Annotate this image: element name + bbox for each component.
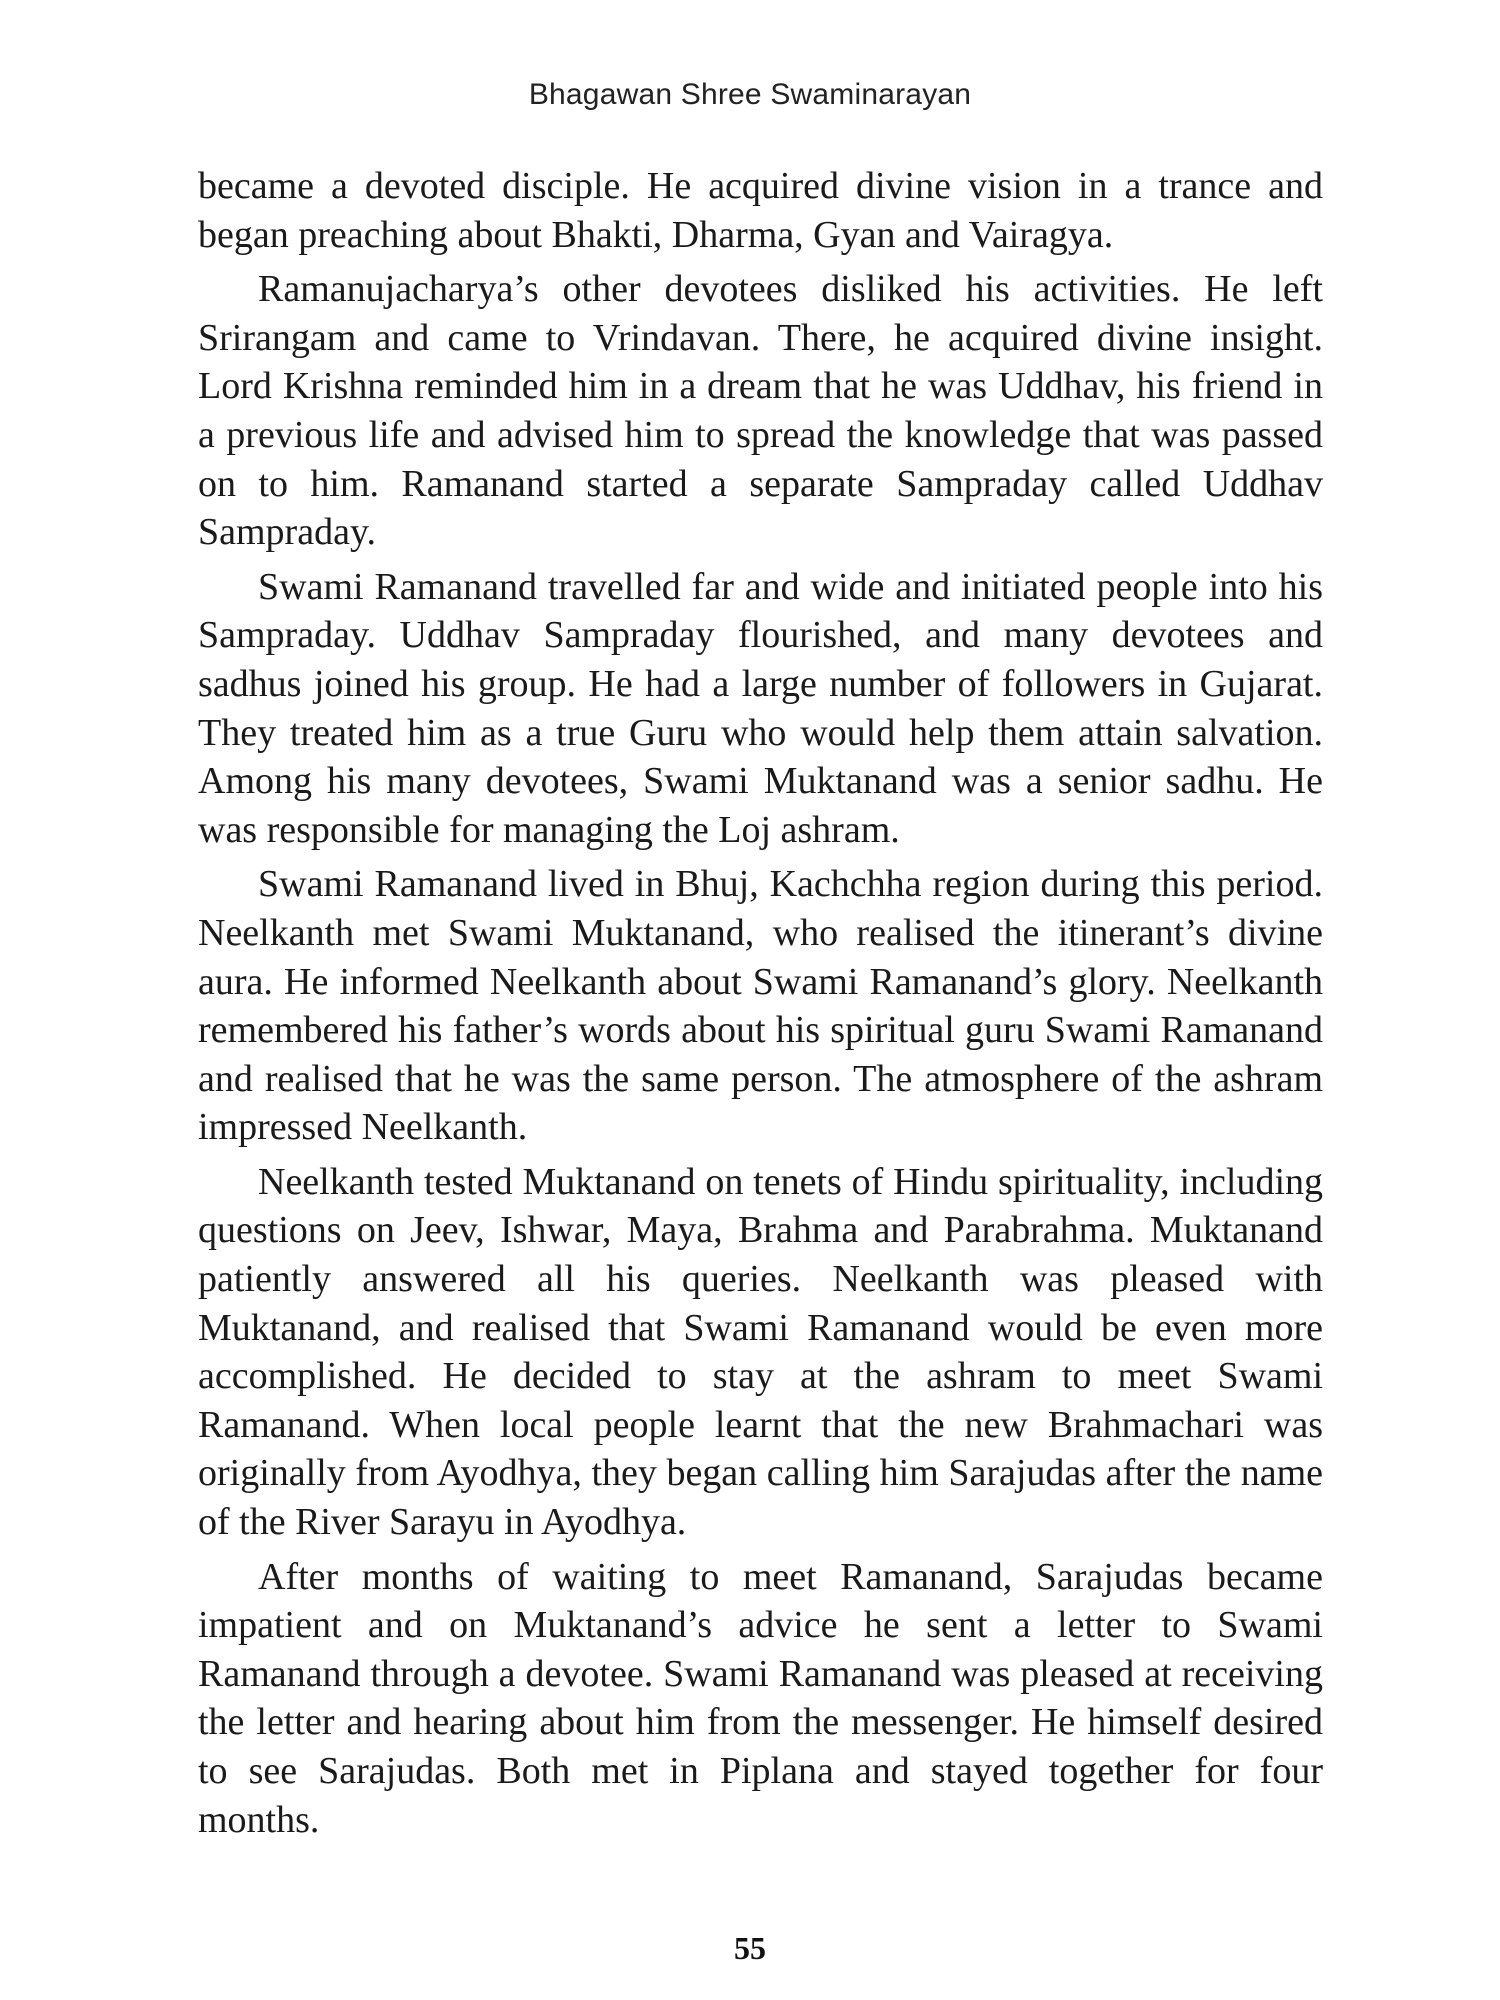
paragraph: Swami Ramanand travelled far and wide and initiated people into his Sampraday. Uddhav Sampraday flourished, and many devotees and sadhus joined his group. He had a large number of followers in Gujarat. They treated him as a true Guru who would help them attain salvation. Among his many devotees, Swami Muktanand was a senior sadhu. He was responsible for managing the Loj ashram. xyxy=(198,565,1323,851)
paragraph: Ramanujacharya’s other devotees disliked his activities. He left Srirangam and came to Vrindavan. There, he acquired divine insight. Lord Krishna reminded him in a dream that he was Uddhav, his friend in a previous life and advised him to spread the knowledge that was passed on to him. Ramanand started a separate Sampraday called Uddhav Sampraday. xyxy=(198,268,1323,554)
paragraph: Swami Ramanand lived in Bhuj, Kachchha region during this period. Neelkanth met Swami Muktanand, who realised the itinerant’s divine aura. He informed Neelkanth about Swami Ramanand’s glory. Neelkanth remembered his father’s words about his spiritual guru Swami Ramanand and realised that he was the same person. The atmosphere of the ashram impressed Neelkanth. xyxy=(198,863,1323,1149)
paragraph: became a devoted disciple. He acquired divine vision in a trance and began preaching about Bhakti, Dharma, Gyan and Vairagya. xyxy=(198,165,1323,256)
running-header: Bhagawan Shree Swaminarayan xyxy=(528,78,972,111)
paragraph: Neelkanth tested Muktanand on tenets of Hindu spirituality, including questions on Jeev, Ishwar, Maya, Brahma and Parabrahma. Muktanand patiently answered all his queries. Neelkanth was pleased with Muktanand, and realised that Swami Ramanand would be even more accomplished. He decided to stay at the ashram to meet Swami Ramanand. When local people learnt that the new Brahmachari was originally from Ayodhya, they began calling him Sarajudas after the name of the River Sarayu in Ayodhya. xyxy=(198,1160,1323,1544)
paragraph: After months of waiting to meet Ramanand, Sarajudas became impatient and on Muktanand’s advice he sent a letter to Swami Ramanand through a devotee. Swami Ramanand was pleased at receiving the letter and hearing about him from the messenger. He himself desired to see Sarajudas. Both met in Piplana and stayed together for four months. xyxy=(198,1555,1323,1841)
page-number: 55 xyxy=(734,1930,766,1966)
body-text xyxy=(198,162,1323,1850)
